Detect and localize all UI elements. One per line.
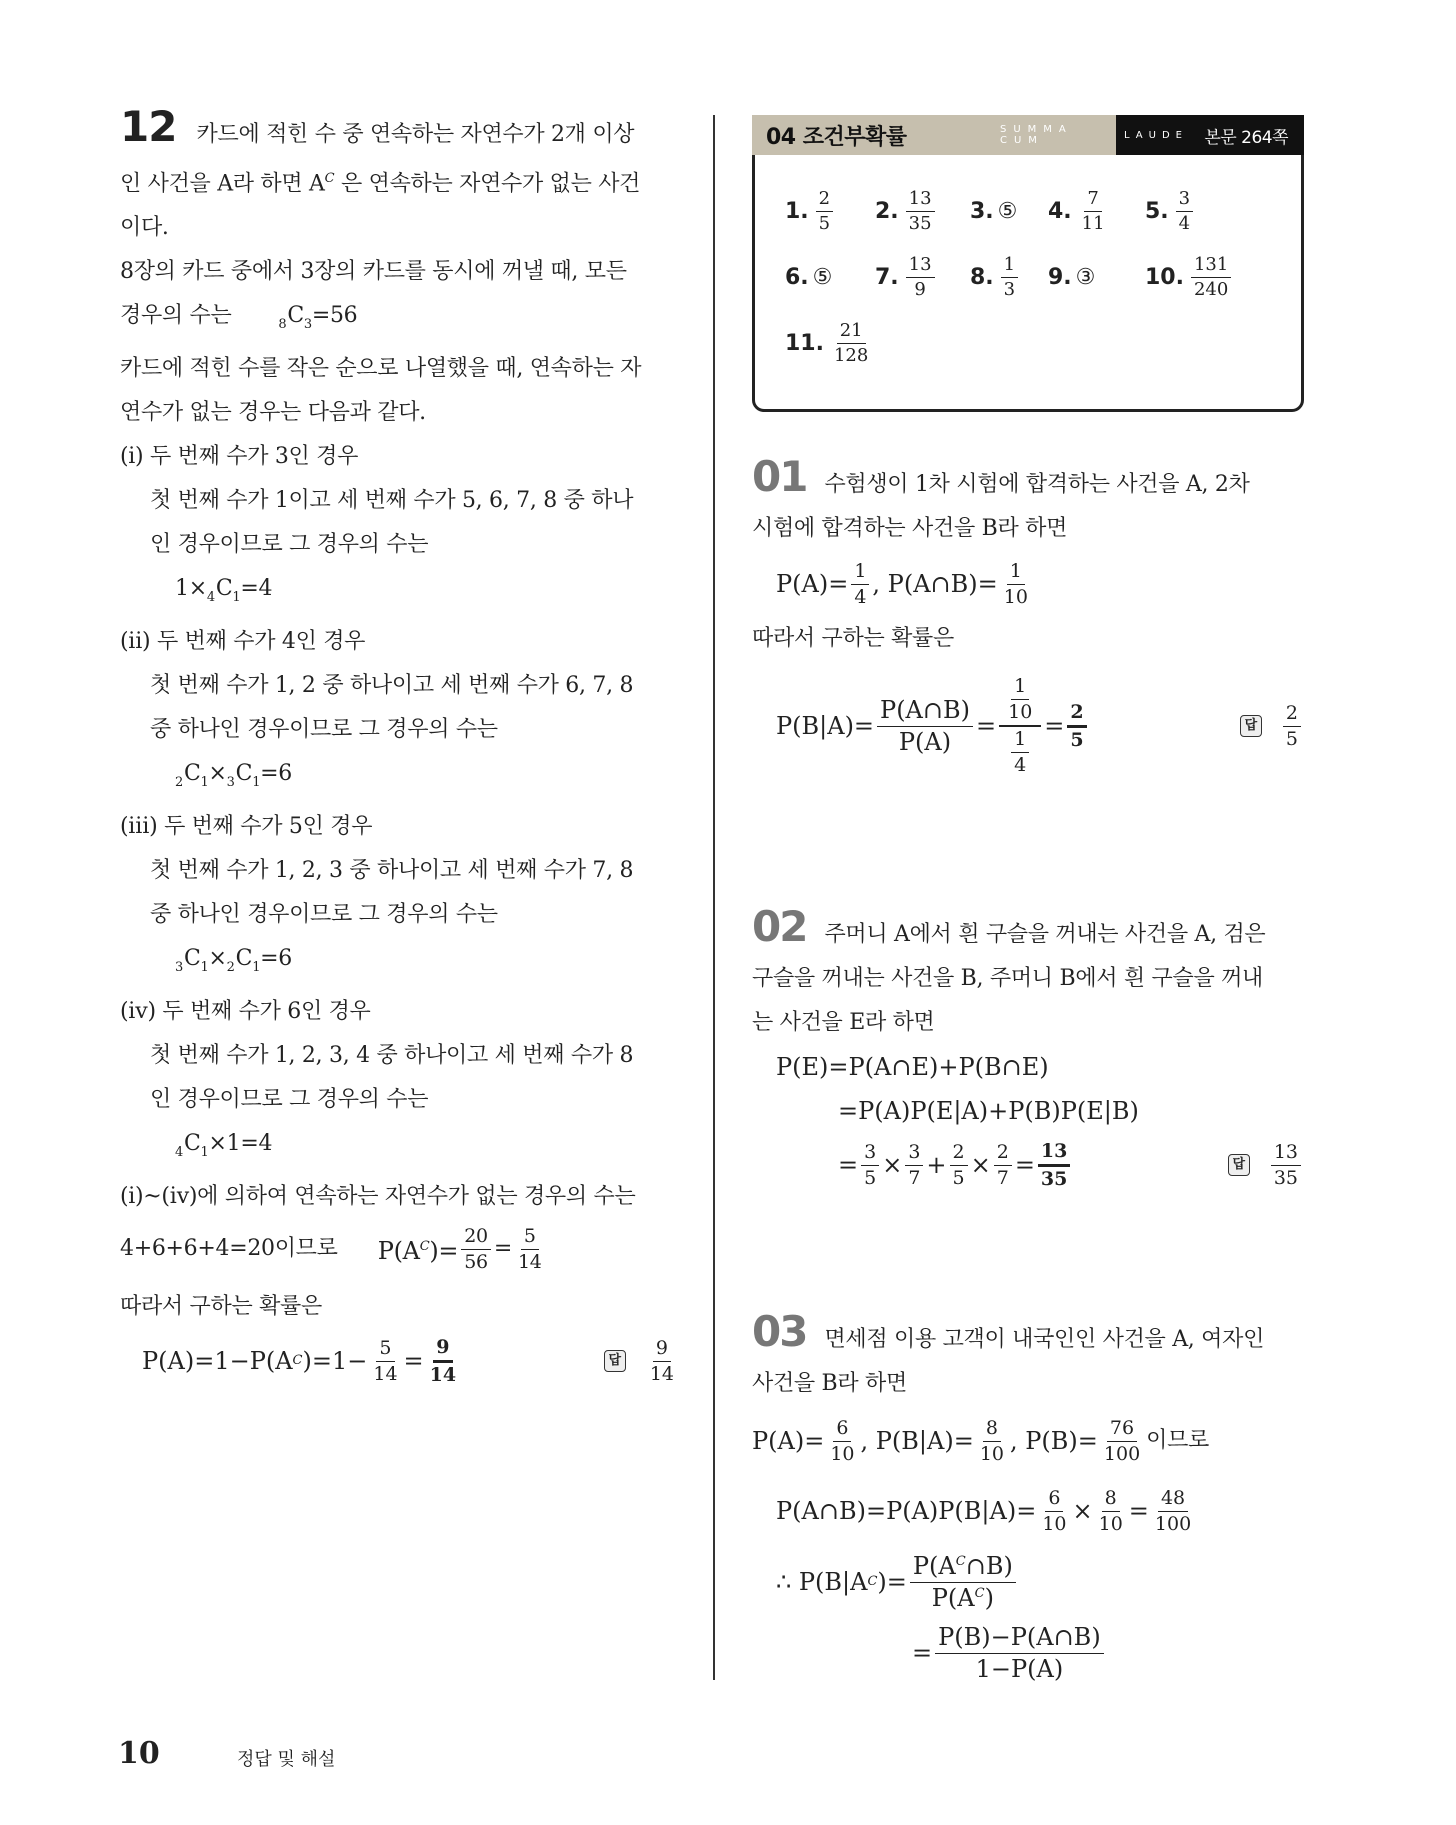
answer-fraction: $\frac{131}{240}$ [1191,255,1231,300]
answer-fraction: $\frac{2}{5}$ [816,189,833,234]
problem-03: 03 면세점 이용 고객이 내국인인 사건을 A, 여자인 사건을 B라 하면 P(A)= $\frac{6}{10}$ , P(B|A)= $\frac{8}{10}$ , P(B)= $\frac{76}{100}$ 이므로 P(A∩B)=P(A)P(B|A)= $\frac{6}{10}$ × $\frac{8}{10}$ = $\frac{48}{100}$ ∴ P(B|A C )= $\frac{P(A^C\cap B)}{P(A^C)}$ = $\frac{P(B)-P(A\cap B)}{1-P(A)}$ [752,1307,1265,1683]
case-1-title: (ⅰ) 두 번째 수가 3인 경우 [120,444,359,470]
problem-02-result: = $\frac{3}{5}$ × $\frac{3}{7}$ + $\frac{2}{5}$ × $\frac{2}{7}$ = $\frac{13}{35}$ 답 $\frac{13}{35}$ [752,1133,1304,1197]
answer-fraction: $\frac{21}{128}$ [833,319,869,366]
answer-grid [785,178,1285,376]
final-probability: P(A)=1−P(A C )=1− $\frac{5}{14}$ = $\frac{9}{14}$ 답 $\frac{9}{14}$ [120,1329,680,1393]
answer-value: $\frac{13}{35}$ [1271,1142,1301,1189]
case-1-math: $1\times_4C_1=4$ [175,576,273,606]
answer-number: 3. [970,198,994,224]
answer-choice: ⑤ [812,264,833,290]
answer-key-box [752,115,1304,412]
total-combination: 경우의 수는 $_8C_3=56$ [120,303,358,333]
answer-number: 9. [1048,264,1072,290]
answer-key-header: 04 조건부확률 SUMMA CUM LAUDE 본문 264쪽 [752,115,1304,155]
problem-number: 02 [752,902,807,951]
problem-02: 02 주머니 A에서 흰 구슬을 꺼내는 사건을 A, 검은 구슬을 꺼내는 사건을 B, 주머니 B에서 흰 구슬을 꺼내 는 사건을 E라 하면 P(E)=P(A∩E)+P(B∩E) =P(A)P(E|A)+P(B)P(E|B) = $\frac{3}{5}$ × $\frac{3}{7}$ + $\frac{2}{5}$ × $\frac{2}{7}$ = $\frac{13}{35}$ 답 $\frac{13}{35}$ [752,905,1304,1197]
answer-row [785,244,1285,310]
answer-number: 5. [1145,198,1169,224]
problem-01-result: P(B|A)= $\frac{P(A\cap B)}{P(A)}$ = $\frac{\frac{1}{10}}{\frac{1}{4}}$ = $\frac{2}{5}$ 답 $\frac{2}{5}$ [752,661,1304,791]
problem-12-intro: 12 카드에 적힌 수 중 연속하는 자연수가 2개 이상 [120,102,635,151]
section-title: 04 조건부확률 [766,124,907,150]
answer-item [1145,189,1196,234]
problem-number: 01 [752,452,807,501]
page-number: 10 [118,1736,160,1771]
page-reference: 본문 264쪽 [1204,127,1288,148]
answer-fraction: $\frac{1}{3}$ [1001,255,1018,300]
answer-item [875,255,938,300]
answer-item [970,255,1021,300]
answer-choice: ③ [1075,264,1096,290]
problem-number: 12 [120,102,177,151]
answer-fraction: $\frac{13}{9}$ [906,255,935,300]
case-3-math: $_3C_1\times_2C_1=6$ [175,946,293,976]
answer-item [785,321,874,366]
footer-label: 정답 및 해설 [237,1749,336,1770]
answer-mark-icon: 답 [604,1350,626,1372]
answer-number: 8. [970,264,994,290]
answer-number: 7. [875,264,899,290]
case-3-title: (ⅲ) 두 번째 수가 5인 경우 [120,814,373,840]
answer-fraction: $\frac{7}{11}$ [1081,187,1105,234]
answer-number: 1. [785,198,809,224]
problem-01: 01 수험생이 1차 시험에 합격하는 사건을 A, 2차 시험에 합격하는 사건을 B라 하면 P(A)= $\frac{1}{4}$ , P(A∩B)= $\frac{1}{10}$ 따라서 구하는 확률은 P(B|A)= $\frac{P(A\cap B)}{P(A)}$ = $\frac{\frac{1}{10}}{\frac{1}{4}}$ = $\frac{2}{5}$ 답 $\frac{2}{5}$ [752,455,1304,791]
answer-number: 2. [875,198,899,224]
answer-number: 11. [785,330,824,356]
answer-item [785,265,832,290]
answer-choice: ⑤ [997,198,1018,224]
answer-fraction: $\frac{13}{35}$ [906,189,935,234]
right-column [752,115,1304,1683]
answer-item [1048,189,1111,234]
case-2-title: (ⅱ) 두 번째 수가 4인 경우 [120,629,366,655]
answer-number: 4. [1048,198,1072,224]
case-4-title: (ⅳ) 두 번째 수가 6인 경우 [120,999,371,1025]
answer-value: $\frac{9}{14}$ [649,1336,674,1385]
answer-item [970,199,1017,224]
answer-row [785,310,1285,376]
answer-value: $\frac{2}{5}$ [1283,703,1301,750]
left-column: 12 카드에 적힌 수 중 연속하는 자연수가 2개 이상 인 사건을 A라 하면 $A^C$ 은 연속하는 자연수가 없는 사건 이다. 8장의 카드 중에서 3장의 카드를 동시에 꺼낼 때, 모든 경우의 수는 $_8C_3=56$ 카드에 적힌 수를 작은 순으로 나열했을 때, 연속하는 자 연수가 없는 경우는 다음과 같다. (ⅰ) 두 번째 수가 3인 경우 첫 번째 수가 1이고 세 번째 수가 5, 6, 7, 8 중 하나 인 경우이므로 그 경우의 수는 $1\times_4C_1=4$ (ⅱ) 두 번째 수가 4인 경우 첫 번째 수가 1, 2 중 하나이고 세 번째 수가 6, 7, 8 중 하나인 경우이므로 그 경우의 수는 $_2C_1\times_3C_1=6$ (ⅲ) 두 번째 수가 5인 경우 첫 번째 수가 1, 2, 3 중 하나이고 세 번째 수가 7, 8 중 하나인 경우이므로 그 경우의 수는 $_3C_1\times_2C_1=6$ (ⅳ) 두 번째 수가 6인 경우 첫 번째 수가 1, 2, 3, 4 중 하나이고 세 번째 수가 8 인 경우이므로 그 경우의 수는 $_4C_1\times 1=4$ (ⅰ)~(ⅳ)에 의하여 연속하는 자연수가 없는 경우의 수는 4+6+6+4=20이므로 $P(A^C)=$ $\frac{20}{56}$ = $\frac{5}{14}$ 따라서 구하는 확률은 P(A)=1−P(A C )=1− $\frac{5}{14}$ = $\frac{9}{14}$ 답 $\frac{9}{14}$ [120,105,680,1393]
answer-mark-icon: 답 [1240,715,1262,737]
answer-item [875,189,938,234]
answer-number: 10. [1145,264,1184,290]
answer-row [785,178,1285,244]
problem-number: 03 [752,1307,807,1356]
answer-fraction: $\frac{3}{4}$ [1176,189,1193,234]
case-4-math: $_4C_1\times 1=4$ [175,1131,273,1161]
answer-item [1048,265,1095,290]
complement-probability: 4+6+6+4=20이므로 $P(A^C)=$ $\frac{20}{56}$ = $\frac{5}{14}$ [120,1224,542,1273]
answer-mark-icon: 답 [1228,1154,1250,1176]
column-divider [713,115,715,1680]
case-2-math: $_2C_1\times_3C_1=6$ [175,761,293,791]
answer-item [785,189,836,234]
answer-number: 6. [785,264,809,290]
answer-item [1145,255,1234,300]
